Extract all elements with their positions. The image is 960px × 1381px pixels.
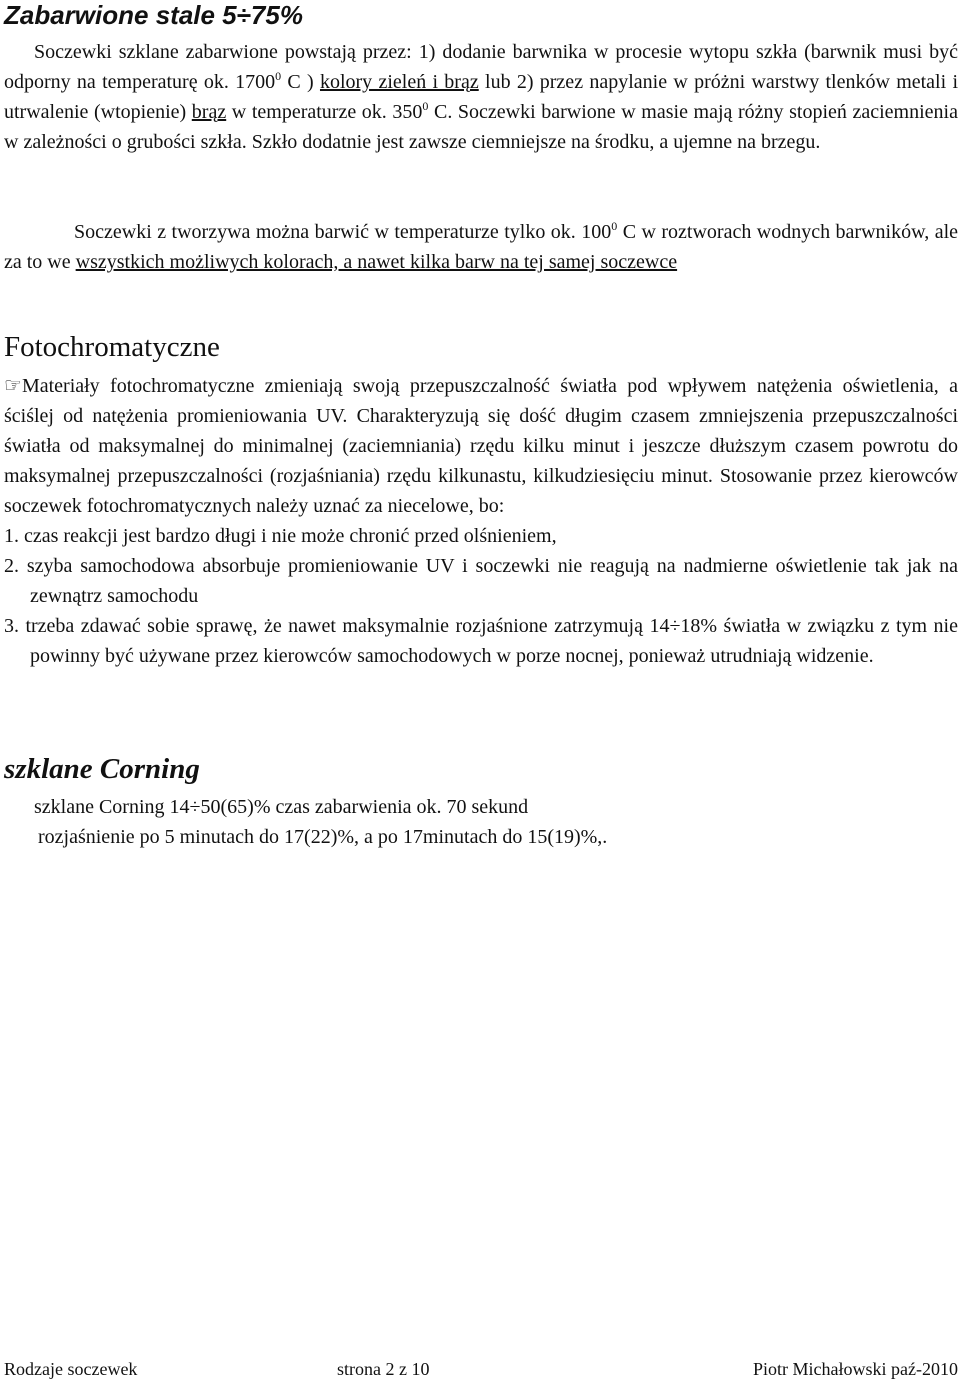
corning-line-1: szklane Corning 14÷50(65)% czas zabarwienia ok. 70 sekund — [34, 796, 529, 818]
underlined-text: brąz — [191, 101, 227, 123]
section-heading-corning: szklane Corning — [4, 753, 200, 785]
list-item: 3. trzeba zdawać sobie sprawę, że nawet maksymalnie rozjaśnione zatrzymują 14÷18% światła w związku z tym nie powinny być używane przez kierowców samochodowych w porze nocnej, ponieważ utrudniają widzenie. — [4, 615, 958, 667]
underlined-text: kolory zieleń i brąz — [319, 71, 479, 93]
corning-line-2: rozjaśnienie po 5 minutach do 17(22)%, a po 17minutach do 15(19)%,. — [38, 826, 608, 848]
text-run: lub 2) przez napylanie w próżni warstwy tlenków metali i utrwalenie (wtopienie) — [4, 71, 959, 123]
section-heading-photochromic: Fotochromatyczne — [4, 331, 220, 363]
paragraph-photochromic — [4, 370, 958, 521]
text-run: C. Soczewki barwione w masie mają różny stopień zaciemnienia w zależności o grubości szkła. Szkło dodatnie jest zawsze ciemniejsze na środku, a ujemne na brzegu. — [4, 101, 958, 153]
page-title: Zabarwione stale 5÷75% — [4, 0, 303, 30]
underlined-text: wszystkich możliwych kolorach, a nawet kilka barw na tej samej soczewce — [75, 251, 678, 273]
text-run: w temperaturze ok. 350 — [226, 101, 423, 123]
text-run: C ) — [281, 71, 320, 93]
superscript-degree: 0 — [275, 69, 282, 83]
footer-author-date: Piotr Michałowski paź-2010 — [753, 1359, 958, 1379]
numbered-list — [4, 521, 958, 671]
superscript-degree: 0 — [422, 99, 429, 113]
paragraph-plastic-lenses — [4, 217, 958, 277]
list-item: 1. czas reakcji jest bardzo długi i nie może chronić przed olśnieniem, — [4, 525, 557, 547]
paragraph-tinted-glass — [4, 37, 958, 157]
footer-doc-title: Rodzaje soczewek — [4, 1359, 138, 1379]
page-footer — [0, 1357, 960, 1381]
list-item: 2. szyba samochodowa absorbuje promieniowanie UV i soczewki nie reagują na nadmierne oświetlenie tak jak na zewnątrz samochodu — [4, 555, 958, 607]
footer-page-number: strona 2 z 10 — [337, 1359, 430, 1379]
pointing-hand-icon: ☞ — [4, 373, 22, 397]
text-run: Materiały fotochromatyczne zmieniają swoją przepuszczalność światła pod wpływem natężenia oświetlenia, a ściślej od natężenia promieniowania UV. Charakteryzują się dość długim czasem zmniejszenia przepuszczalności światła od maksymalnej do minimalnej (zaciemniania) rzędu kilku minut i jeszcze dłuższym czasem powrotu do maksymalnej przepuszczalności (rozjaśniania) rzędu kilkunastu, kilkudziesięciu minut. Stosowanie przez kierowców soczewek fotochromatycznych należy uznać za niecelowe, bo: — [4, 375, 958, 517]
text-run: Soczewki z tworzywa można barwić w temperaturze tylko ok. 100 — [74, 221, 612, 243]
text-run: C w roztworach wodnych barwników, ale za to we — [4, 221, 958, 273]
text-run: Soczewki szklane zabarwione powstają przez: 1) dodanie barwnika w procesie wytopu szkła (barwnik musi być odporny na temperaturę ok. 1700 — [4, 41, 958, 93]
superscript-degree: 0 — [611, 219, 618, 233]
